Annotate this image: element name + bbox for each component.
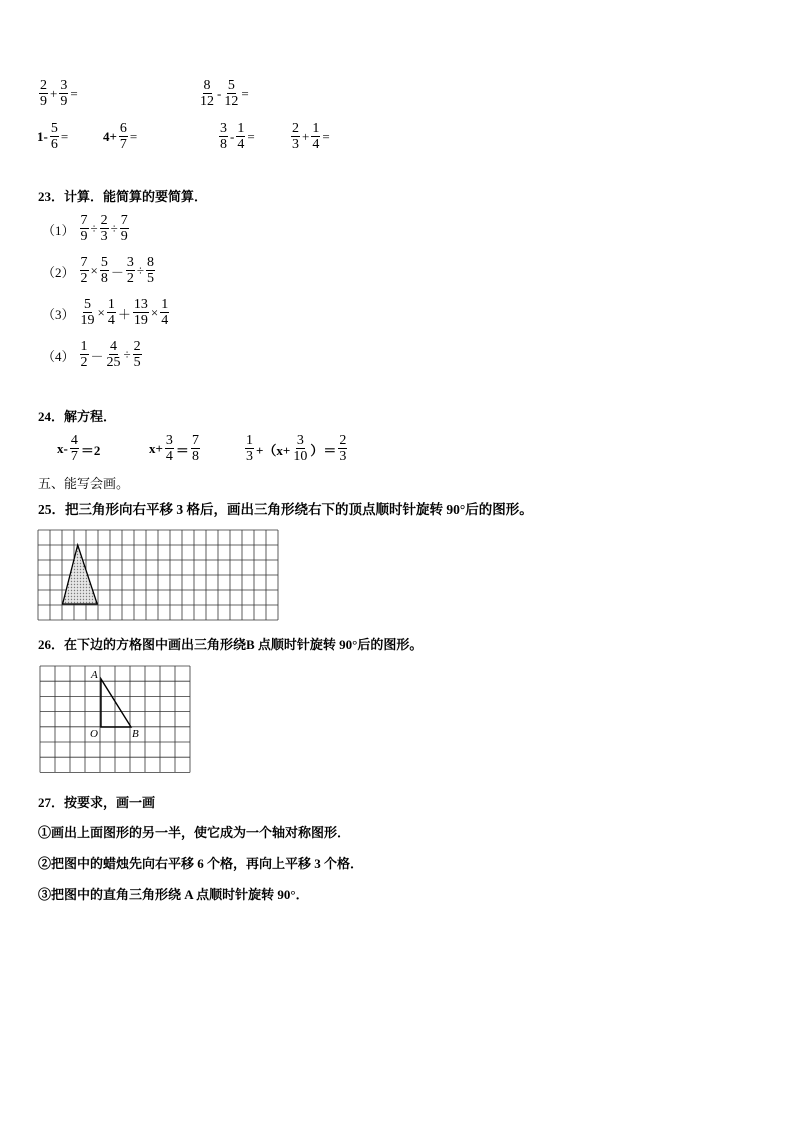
fraction: $\frac{3}{4}$ [165,433,173,464]
fraction: $\frac{8}{5}$ [147,255,155,286]
fraction: $\frac{1}{4}$ [312,121,320,152]
fraction: $\frac{7}{9}$ [80,213,88,244]
question-26-title: 26．在下边的方格图中画出三角形绕B 点顺时针旋转 90°后的图形。 [38,637,423,652]
q27-step-3: ③把图中的直角三角形绕 A 点顺时针旋转 90°． [38,887,309,902]
fraction: $\frac{1}{4}$ [107,297,115,328]
q24-equation-1: x- $\frac{4}{7}$ ＝2 [57,433,101,464]
q24-equation-2: x+ $\frac{3}{4}$ ＝ $\frac{7}{8}$ [149,433,199,464]
fraction-exercise-3: 1- $\frac{5}{6}$ = [37,121,69,152]
question-27-title: 27．按要求，画一画 [38,795,156,810]
fraction-exercise-4: 4+ $\frac{6}{7}$ = [103,121,138,152]
q23-item-3: （3） $\frac{5}{19}$ × $\frac{1}{4}$ ＋ $\frac{13}{19}$ × $\frac{1}{4}$ [42,297,169,328]
fraction: $\frac{3}{8}$ [220,121,227,152]
fraction: $\frac{5}{8}$ [100,255,108,286]
fraction: $\frac{1}{4}$ [161,297,169,328]
fraction-exercise-1: $\frac{2}{9}$ + $\frac{3}{9}$ = [40,78,78,109]
fraction: $\frac{1}{4}$ [237,121,245,152]
point-a-label: A [91,669,98,681]
fraction: $\frac{8}{12}$ [200,78,214,109]
fraction: $\frac{3}{10}$ [293,433,308,464]
fraction-exercise-6: $\frac{2}{3}$ + $\frac{1}{4}$ = [292,121,330,152]
q26-triangle [101,679,131,727]
fraction: $\frac{4}{7}$ [70,433,78,464]
fraction-exercise-2: $\frac{8}{12}$ - $\frac{5}{12}$ = [200,78,249,109]
q26-grid [40,666,190,772]
point-o-label: O [90,728,98,740]
fraction: $\frac{2}{3}$ [339,433,347,464]
fraction: $\frac{3}{9}$ [60,78,68,109]
question-23-title: 23．计算．能简算的要简算． [38,189,208,204]
fraction: $\frac{2}{3}$ [100,213,108,244]
fraction: $\frac{2}{5}$ [133,339,141,370]
section-5-title: 五、能写会画。 [38,476,130,491]
fraction: $\frac{7}{9}$ [120,213,128,244]
fraction: $\frac{2}{9}$ [40,78,47,109]
fraction: $\frac{7}{2}$ [80,255,88,286]
q27-step-2: ②把图中的蜡烛先向右平移 6 个格，再向上平移 3 个格． [38,856,364,871]
fraction: $\frac{1}{3}$ [246,433,253,464]
question-25-title: 25．把三角形向右平移 3 格后，画出三角形绕右下的顶点顺时针旋转 90°后的图形。 [38,502,533,517]
fraction: $\frac{1}{2}$ [80,339,88,370]
q23-item-4: （4） $\frac{1}{2}$ － $\frac{4}{25}$ ÷ $\frac{2}{5}$ [42,339,141,370]
fraction: $\frac{5}{6}$ [50,121,58,152]
q26-grid-figure [39,665,194,775]
q23-item-1: （1） $\frac{7}{9}$ ÷ $\frac{2}{3}$ ÷ $\frac{7}{9}$ [42,213,128,244]
fraction: $\frac{3}{2}$ [126,255,134,286]
point-b-label: B [132,728,139,740]
fraction: $\frac{5}{19}$ [80,297,95,328]
fraction: $\frac{7}{8}$ [191,433,199,464]
fraction-exercise-5: $\frac{3}{8}$ - $\frac{1}{4}$ = [220,121,255,152]
fraction: $\frac{2}{3}$ [292,121,299,152]
question-24-title: 24．解方程． [38,409,117,424]
q25-triangle [63,545,98,604]
q27-step-1: ①画出上面图形的另一半，使它成为一个轴对称图形． [38,825,351,840]
fraction: $\frac{13}{19}$ [133,297,148,328]
fraction: $\frac{6}{7}$ [119,121,127,152]
fraction: $\frac{4}{25}$ [106,339,121,370]
q24-equation-3: $\frac{1}{3}$ +（x+ $\frac{3}{10}$ ）＝ $\frac{2}{3}$ [246,433,347,464]
q23-item-2: （2） $\frac{7}{2}$ × $\frac{5}{8}$ － $\frac{3}{2}$ ÷ $\frac{8}{5}$ [42,255,155,286]
q25-grid-figure [37,529,281,621]
fraction: $\frac{5}{12}$ [224,78,239,109]
